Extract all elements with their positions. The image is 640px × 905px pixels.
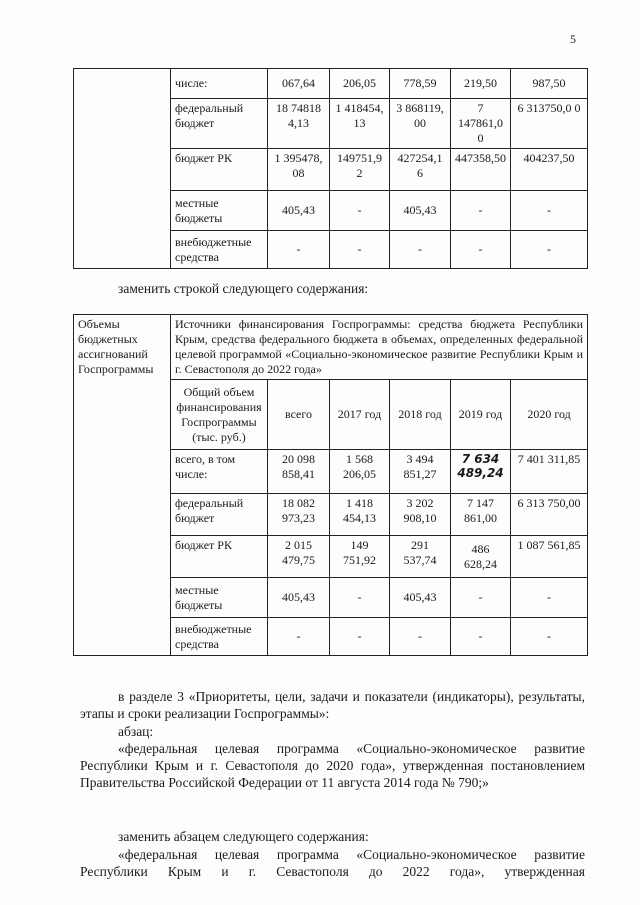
cell-2018: 291 537,74 bbox=[390, 536, 451, 578]
col-header-total-volume: Общий объем финансирования Госпрограммы (тыс. руб.) bbox=[171, 380, 268, 450]
cell-2019: - bbox=[451, 191, 511, 231]
cell-total: 405,43 bbox=[268, 191, 330, 231]
row-label: местные бюджеты bbox=[171, 578, 268, 618]
cell-2018: 3 868119, 00 bbox=[390, 99, 451, 149]
financing-sources-text: Источники финансирования Госпрограммы: средства бюджета Республики Крым, средства федерального бюджета в объемах, определенных федеральной целевой программой «Социально-экономическое развитие Республики Крым и г. Севастополя до 2022 года» bbox=[171, 315, 588, 380]
row-label: числе: bbox=[171, 69, 268, 99]
cell-2017: 1 418454, 13 bbox=[330, 99, 390, 149]
cell-2018: 427254,1 6 bbox=[390, 149, 451, 191]
cell-2019: 486 628,24 bbox=[451, 536, 511, 578]
cell-2019: 447358,50 bbox=[451, 149, 511, 191]
cell-2018: 3 494 851,27 bbox=[390, 450, 451, 494]
cell-2018: 405,43 bbox=[390, 191, 451, 231]
cell-total: 1 395478, 08 bbox=[268, 149, 330, 191]
cell-2018: 3 202 908,10 bbox=[390, 494, 451, 536]
col-header-2018: 2018 год bbox=[390, 380, 451, 450]
cell-2019: - bbox=[451, 618, 511, 656]
cell-2020: 987,50 bbox=[511, 69, 588, 99]
cell-2020: - bbox=[511, 618, 588, 656]
cell-2017: - bbox=[330, 231, 390, 269]
row-label: внебюджетные средства bbox=[171, 231, 268, 269]
row-header: Объемы бюджетных ассигнований Госпрограммы bbox=[74, 315, 171, 656]
replace-row-instruction: заменить строкой следующего содержания: bbox=[118, 281, 369, 296]
cell-total: 18 74818 4,13 bbox=[268, 99, 330, 149]
cell-2020: 1 087 561,85 bbox=[511, 536, 588, 578]
cell-2020: - bbox=[511, 191, 588, 231]
new-financing-table bbox=[73, 314, 588, 656]
cell-2019-handwritten: 7 634 489,24 bbox=[451, 450, 511, 494]
table-row bbox=[74, 315, 588, 380]
section3-paragraph: в разделе 3 «Приоритеты, цели, задачи и показатели (индикаторы), результаты, этапы и сроки реализации Госпрограммы»: bbox=[80, 689, 585, 721]
row-label: федеральный бюджет bbox=[171, 99, 268, 149]
cell-2017: 1 418 454,13 bbox=[330, 494, 390, 536]
cell-total: 20 098 858,41 bbox=[268, 450, 330, 494]
cell-2018: 405,43 bbox=[390, 578, 451, 618]
cell-2017: 149751,9 2 bbox=[330, 149, 390, 191]
cell-2018: - bbox=[390, 231, 451, 269]
new-quote-paragraph: «федеральная целевая программа «Социально-экономическое развитие Республики Крым и г. Севастополя до 2022 года», утвержденная bbox=[80, 847, 585, 879]
row-label: бюджет РК bbox=[171, 536, 268, 578]
cell-total: - bbox=[268, 231, 330, 269]
abzac-label: абзац: bbox=[118, 724, 154, 739]
row-label: местные бюджеты bbox=[171, 191, 268, 231]
cell-2020: 404237,50 bbox=[511, 149, 588, 191]
cell-2017: 149 751,92 bbox=[330, 536, 390, 578]
col-header-total: всего bbox=[268, 380, 330, 450]
cell-2019: - bbox=[451, 231, 511, 269]
cell-2017: 1 568 206,05 bbox=[330, 450, 390, 494]
old-financing-table bbox=[73, 68, 588, 269]
page-number: 5 bbox=[570, 32, 576, 46]
cell-2017: - bbox=[330, 578, 390, 618]
cell-2017: - bbox=[330, 191, 390, 231]
cell-2020: 6 313750,0 0 bbox=[511, 99, 588, 149]
cell-2019: 7 147861,0 0 bbox=[451, 99, 511, 149]
cell-total: 18 082 973,23 bbox=[268, 494, 330, 536]
row-label: всего, в том числе: bbox=[171, 450, 268, 494]
row-label: федеральный бюджет bbox=[171, 494, 268, 536]
table-row bbox=[74, 69, 588, 99]
cell-total: 067,64 bbox=[268, 69, 330, 99]
cell-total: 405,43 bbox=[268, 578, 330, 618]
replace-abzac-instruction: заменить абзацем следующего содержания: bbox=[118, 829, 369, 844]
row-label: бюджет РК bbox=[171, 149, 268, 191]
cell-2020: - bbox=[511, 578, 588, 618]
cell-total: - bbox=[268, 618, 330, 656]
cell-2018: - bbox=[390, 618, 451, 656]
cell-2019: 7 147 861,00 bbox=[451, 494, 511, 536]
cell-2017: 206,05 bbox=[330, 69, 390, 99]
col-header-2020: 2020 год bbox=[511, 380, 588, 450]
cell-2020: 6 313 750,00 bbox=[511, 494, 588, 536]
cell-2017: - bbox=[330, 618, 390, 656]
cell-2019: - bbox=[451, 578, 511, 618]
old-quote-paragraph: «федеральная целевая программа «Социально-экономическое развитие Республики Крым и г. Севастополя до 2020 года», утвержденная постановлением Правительства Российской Федерации от 11 августа 2014 года № 790;» bbox=[80, 741, 585, 790]
row-label: внебюджетные средства bbox=[171, 618, 268, 656]
cell-2019: 219,50 bbox=[451, 69, 511, 99]
cell-2020: 7 401 311,85 bbox=[511, 450, 588, 494]
col-header-2019: 2019 год bbox=[451, 380, 511, 450]
row-header-blank bbox=[74, 69, 171, 269]
cell-2020: - bbox=[511, 231, 588, 269]
cell-2018: 778,59 bbox=[390, 69, 451, 99]
cell-total: 2 015 479,75 bbox=[268, 536, 330, 578]
col-header-2017: 2017 год bbox=[330, 380, 390, 450]
